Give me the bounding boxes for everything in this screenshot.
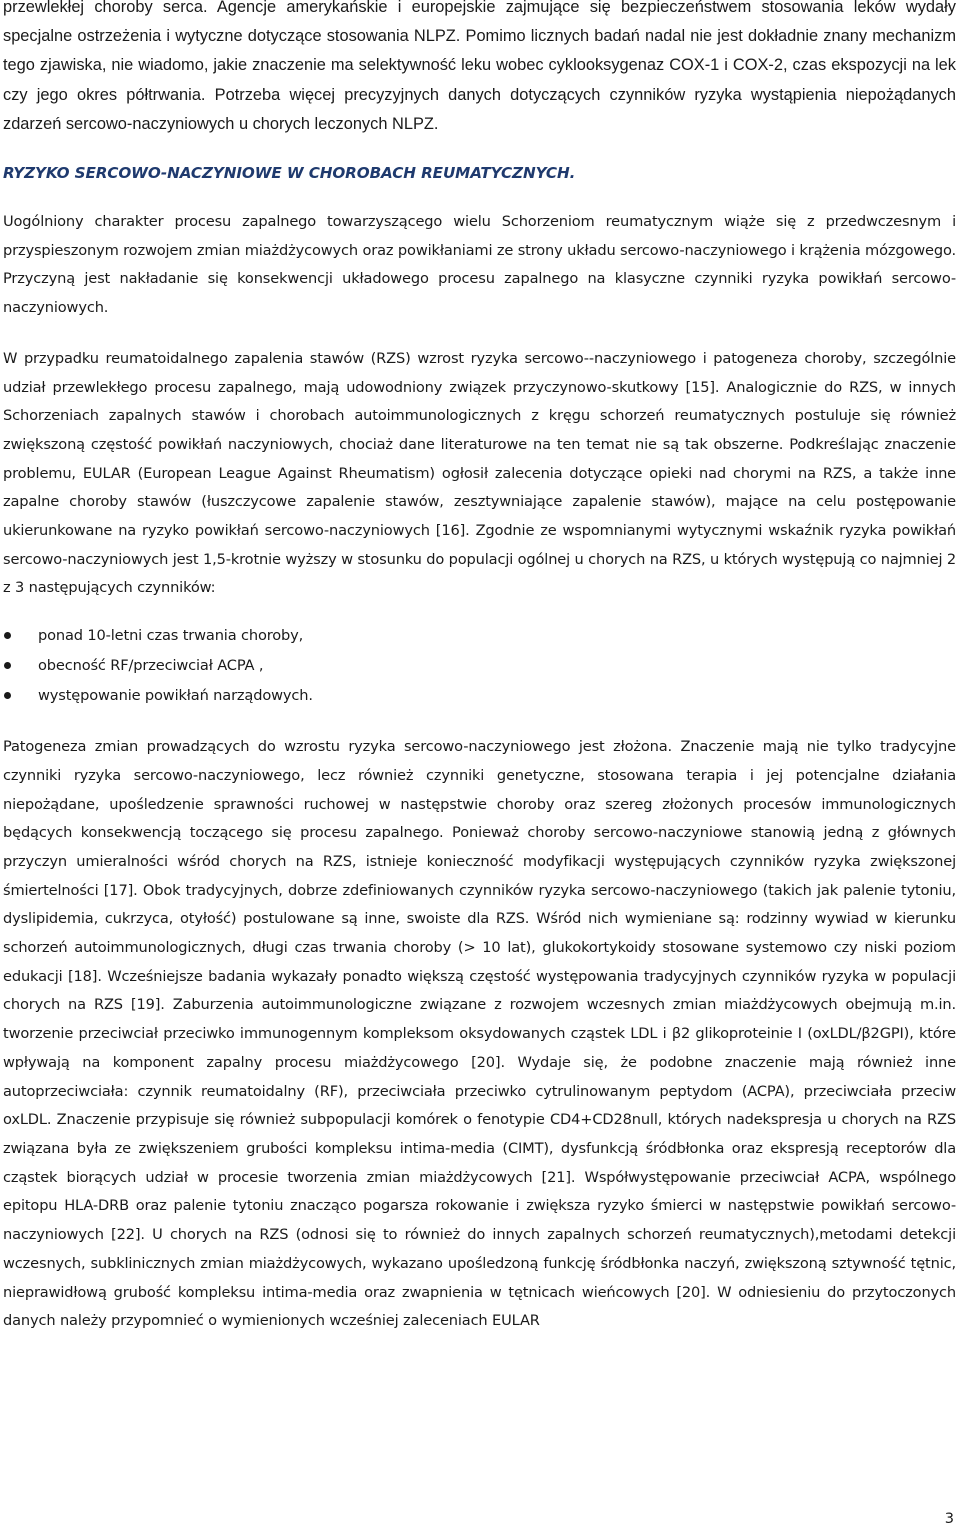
list-item [3,681,956,711]
paragraph-pathogenesis: Patogeneza zmian prowadzących do wzrostu ryzyka sercowo-naczyniowego jest złożona. Znaczenie mają nie tylko tradycyjne czynniki ryzyka sercowo-naczyniowego, lecz również czynniki genetyczne, stosowana terapia i jej potencjalne działania niepożądane, upośledzenie sprawności ruchowej w następstwie choroby oraz szereg złożonych procesów immunologicznych będących konsekwencją toczącego się procesu zapalnego. Ponieważ choroby sercowo-naczyniowe stanowią jedną z głównych przyczyn umieralności wśród chorych na RZS, istnieje konieczność modyfikacji występujących czynników ryzyka zwiększonej śmiertelności [17]. Obok tradycyjnych, dobrze zdefiniowanych czynników ryzyka sercowo-naczyniowego (takich jak palenie tytoniu, dyslipidemia, cukrzyca, otyłość) postulowane są inne, swoiste dla RZS. Wśród nich wymieniane są: rodzinny wywiad w kierunku schorzeń autoimmunologicznych, długi czas trwania choroby (> 10 lat), glukokortykoidy stosowane systemowo czy niski poziom edukacji [18]. Wcześniejsze badania wykazały ponadto większą częstość występowania tradycyjnych czynników ryzyka w populacji chorych na RZS [19]. Zaburzenia autoimmunologiczne związane z rozwojem wczesnych zmian miażdżycowych obejmują m.in. tworzenie przeciwciał przeciwko immunogennym kompleksom oksydowanych cząstek LDL i β2 glikoproteinie I (oxLDL/β2GPI), które wpływają na komponent zapalny procesu miażdżycowego [20]. Wydaje się, że podobne znaczenie mają również inne autoprzeciwciała: czynnik reumatoidalny (RF), przeciwciała przeciwko cytrulinowanym peptydom (ACPA), przeciwciała przeciw oxLDL. Znaczenie przypisuje się również subpopulacji komórek o fenotypie CD4+CD28null, których nadekspresja u chorych na RZS związana była ze zwiększeniem grubości kompleksu intima-media (CIMT), dysfunkcją śródbłonka oraz ekspresją receptorów dla cząstek biorących udział w procesie tworzenia zmian miażdżycowych [21]. Współwystępowanie przeciwciał ACPA, wspólnego epitopu HLA-DRB oraz palenie tytoniu znacząco pogarsza rokowanie i zwiększa ryzyko śmierci w następstwie powikłań sercowo-naczyniowych [22]. U chorych na RZS (odnosi się to również do innych zapalnych schorzeń reumatycznych),metodami detekcji wczesnych, subklinicznych zmian miażdżycowych, wykazano upośledzoną funkcję śródbłonka naczyń, zwiększoną sztywność tętnic, nieprawidłową grubość kompleksu intima-media oraz zwapnienia w tętnicach wieńcowych [20]. W odniesieniu do przytoczonych danych należy przypomnieć o wymienionych wcześniej zaleceniach EULAR [3,738,956,1330]
list-item-text: ponad 10-letni czas trwania choroby, [38,627,304,645]
list-item [3,651,956,681]
list-item-text: obecność RF/przeciwciał ACPA , [38,657,264,675]
list-item-text: występowanie powikłań narządowych. [38,687,313,705]
list-item [3,621,956,651]
section-heading: RYZYKO SERCOWO-NACZYNIOWE W CHOROBACH REUMATYCZNYCH. [3,164,576,183]
bullet-icon [4,632,11,639]
bullet-icon [4,662,11,669]
page-number: 3 [944,1510,954,1527]
risk-factor-list [3,621,956,711]
intro-paragraph: przewlekłej choroby serca. Agencje amerykańskie i europejskie zajmujące się bezpieczeństwem stosowania leków wydały specjalne ostrzeżenia i wytyczne dotyczące stosowania NLPZ. Pomimo licznych badań nadal nie jest dokładnie znany mechanizm tego zjawiska, nie wiadomo, jakie znaczenie ma selektywność leku wobec cyklooksygenaz COX-1 i COX-2, czas ekspozycji na lek czy jego okres półtrwania. Potrzeba więcej precyzyjnych danych dotyczących czynników ryzyka wystąpienia niepożądanych zdarzeń sercowo-naczyniowych u chorych leczonych NLPZ. [3,0,956,133]
paragraph-rzs-risk: W przypadku reumatoidalnego zapalenia stawów (RZS) wzrost ryzyka sercowo--naczyniowego i patogeneza choroby, szczególnie udział przewlekłego procesu zapalnego, mają udowodniony związek przyczynowo-skutkowy [15]. Analogicznie do RZS, w innych Schorzeniach zapalnych stawów i chorobach autoimmunologicznych z kręgu schorzeń reumatycznych postuluje się również zwiększoną częstość powikłań naczyniowych, chociaż dane literaturowe na ten temat nie są tak obszerne. Podkreślając znaczenie problemu, EULAR (European League Against Rheumatism) ogłosił zalecenia dotyczące opieki nad chorymi na RZS, a także inne zapalne choroby stawów (łuszczycowe zapalenie stawów, zesztywniające zapalenie stawów), mające na celu postępowanie ukierunkowane na ryzyko powikłań sercowo-naczyniowych [16]. Zgodnie ze wspomnianymi wytycznymi wskaźnik ryzyka powikłań sercowo-naczyniowych jest 1,5-krotnie wyższy w stosunku do populacji ogólnej u chorych na RZS, u których występują co najmniej 2 z 3 następujących czynników: [3,349,956,597]
paragraph-general-inflammation: Uogólniony charakter procesu zapalnego towarzyszącego wielu Schorzeniom reumatycznym wiąże się z przedwczesnym i przyspieszonym rozwojem zmian miażdżycowych oraz powikłaniami ze strony układu sercowo-naczyniowego i krążenia mózgowego. Przyczyną jest nakładanie się konsekwencji układowego procesu zapalnego na klasyczne czynniki ryzyka powikłań sercowo-naczyniowych. [3,213,956,317]
bullet-icon [4,692,11,699]
